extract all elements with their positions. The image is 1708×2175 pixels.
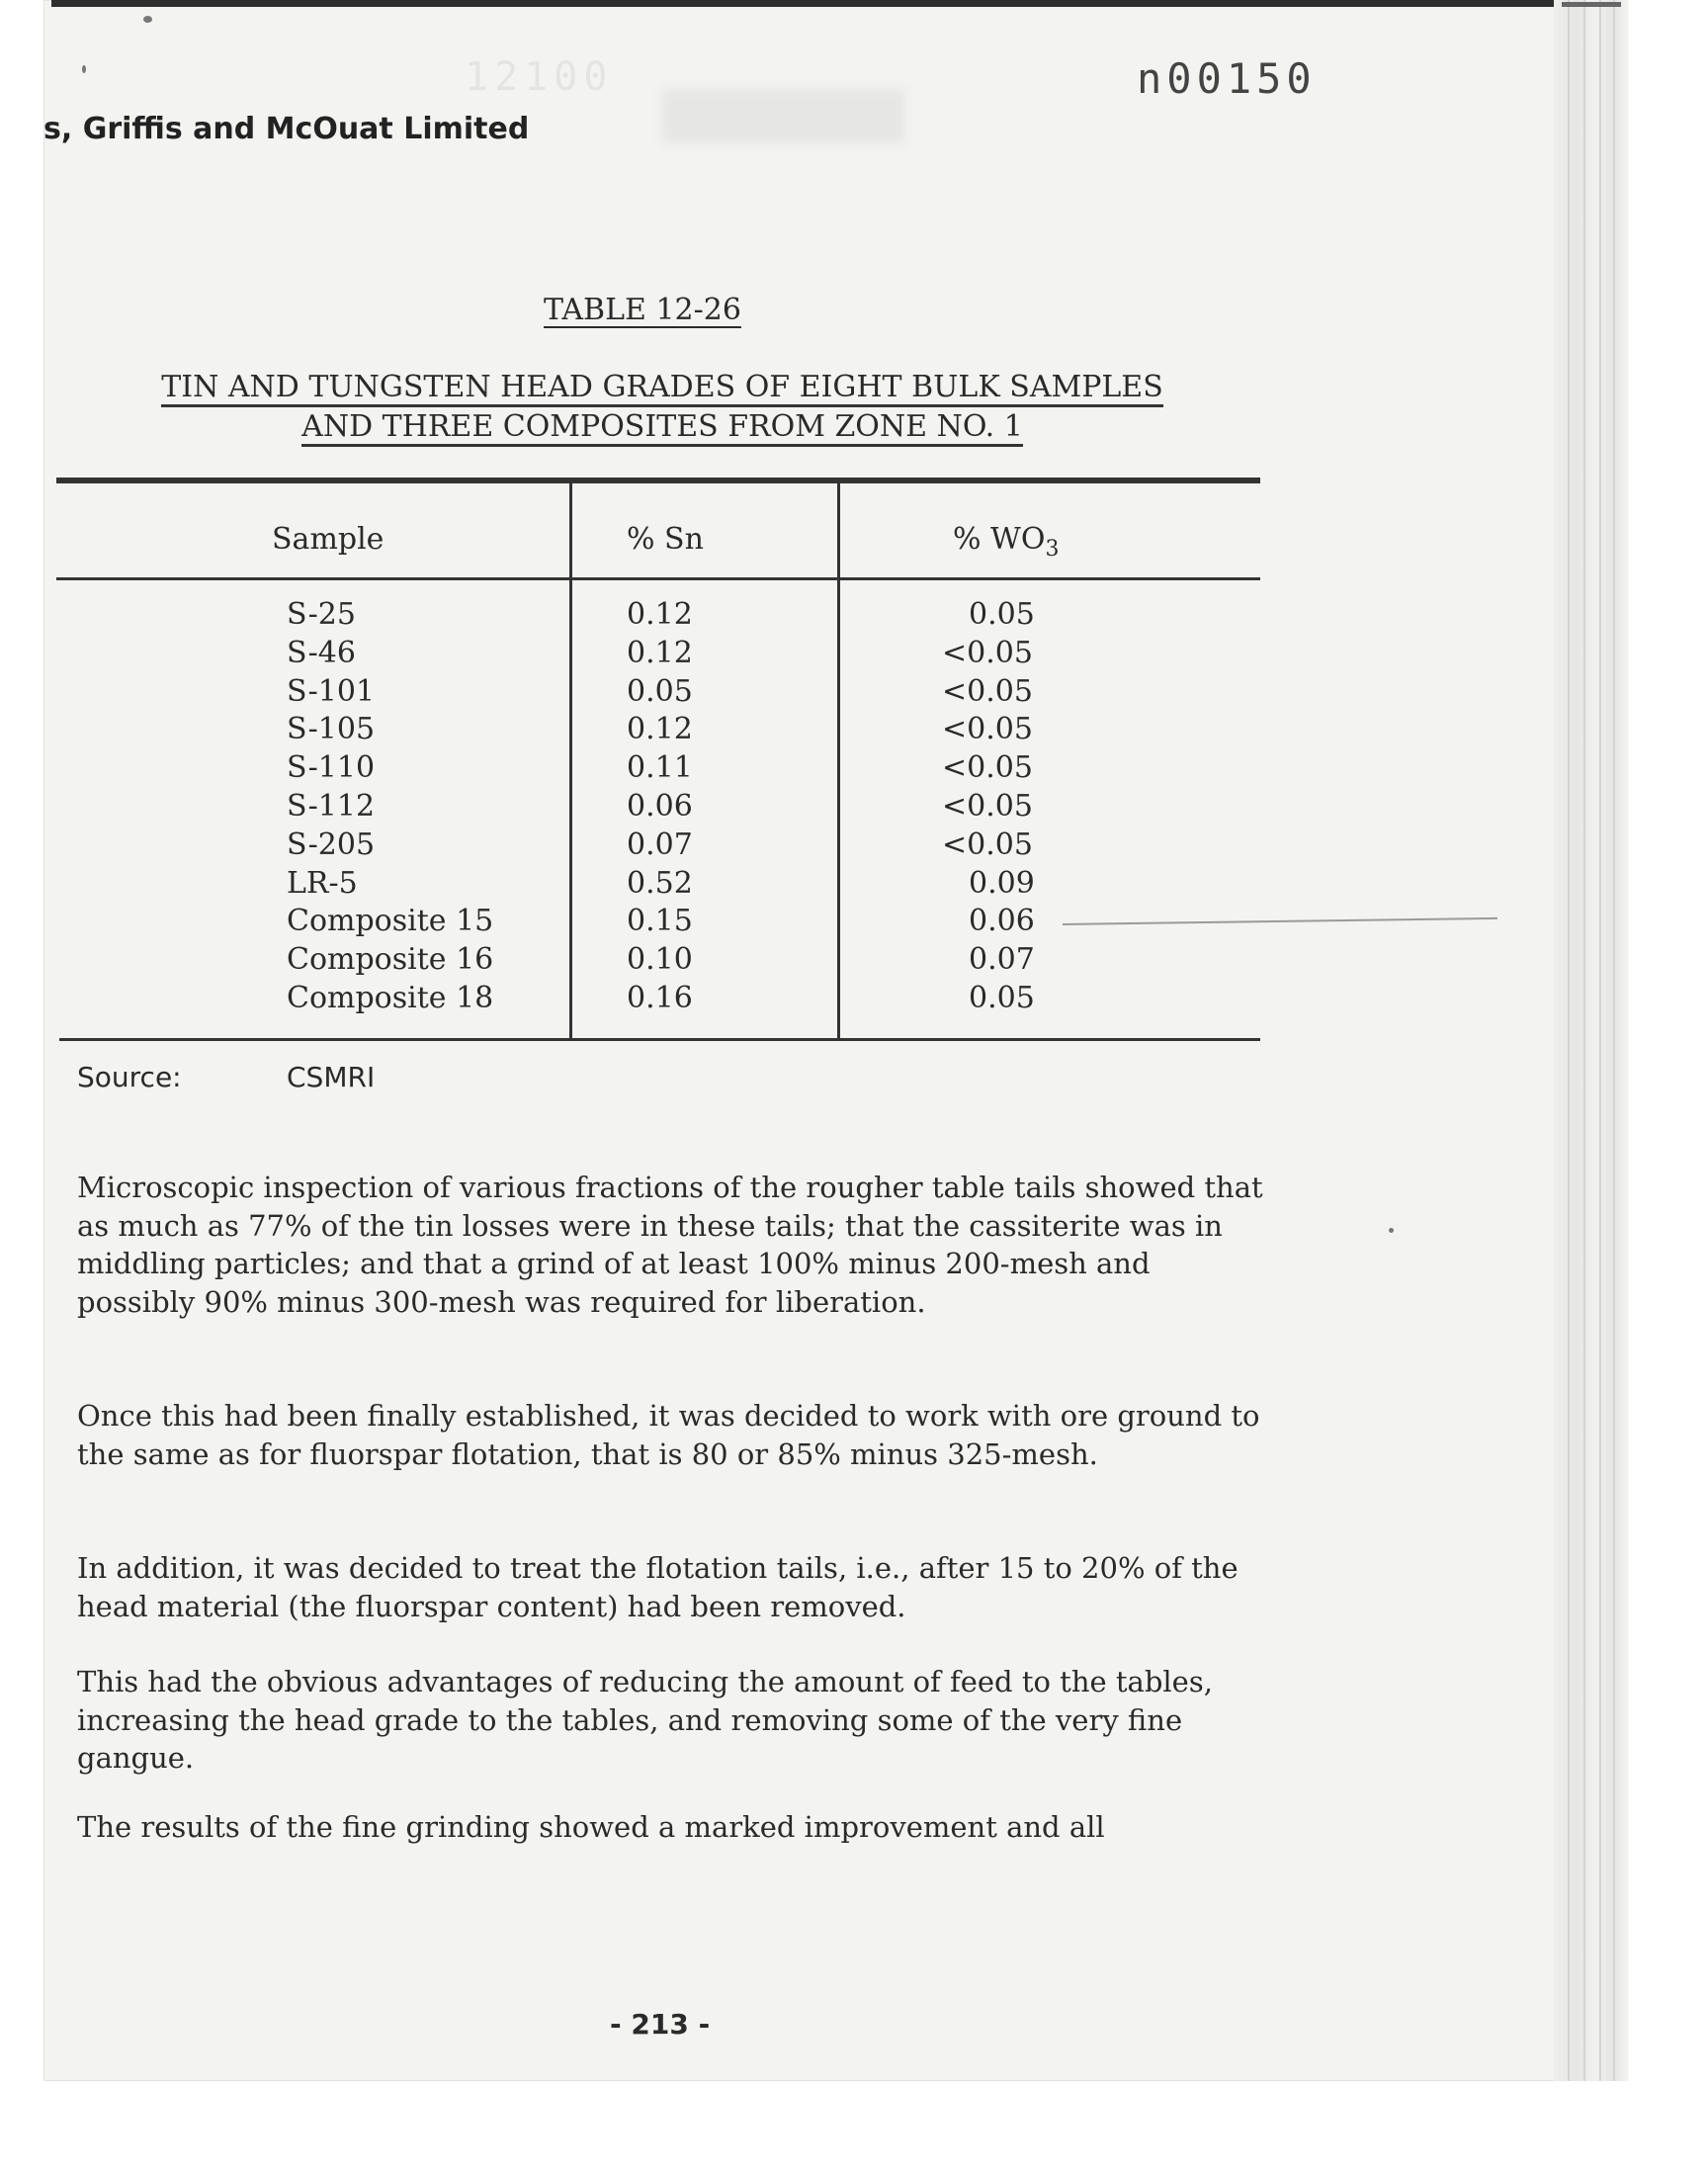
company-header: s, Griffis and McOuat Limited <box>43 112 530 146</box>
column-header-wo3-subscript: 3 <box>1045 537 1060 562</box>
cell-wo3: <0.05 <box>942 789 1033 824</box>
table-title-line-1: TIN AND TUNGSTEN HEAD GRADES OF EIGHT BULK SAMPLES <box>161 371 1163 407</box>
cell-wo3: <0.05 <box>942 827 1033 862</box>
column-header-wo3 <box>953 522 1059 562</box>
page-id: n00150 <box>1137 54 1317 103</box>
paragraph-advantages: This had the obvious advantages of reducing the amount of feed to the tables, increasing the head grade to the tables, and removing some of the very fine gangue. <box>77 1665 1213 1775</box>
table-number: TABLE 12-26 <box>544 293 741 327</box>
cell-sample: S-101 <box>287 674 376 709</box>
cell-sample: S-25 <box>287 597 356 632</box>
column-header-sample: Sample <box>272 522 384 557</box>
faded-stamp <box>662 89 904 143</box>
cell-sample: Composite 18 <box>287 981 494 1015</box>
cell-wo3: <0.05 <box>942 750 1033 785</box>
source-label: Source: <box>77 1061 182 1093</box>
cell-sn: 0.52 <box>627 866 693 901</box>
scan-speck <box>82 65 86 73</box>
cell-sample: S-110 <box>287 750 376 785</box>
table-title <box>89 368 1236 447</box>
cell-sample: Composite 16 <box>287 942 494 977</box>
table-title-line-2: AND THREE COMPOSITES FROM ZONE NO. 1 <box>301 410 1023 447</box>
cell-sample: S-205 <box>287 827 376 862</box>
table-top-rule <box>56 478 1260 483</box>
cell-wo3: 0.05 <box>969 981 1035 1015</box>
scan-speck <box>1389 1228 1394 1233</box>
cell-sn: 0.05 <box>627 674 693 709</box>
column-header-sn: % Sn <box>627 522 704 557</box>
cell-sample: Composite 15 <box>287 904 494 938</box>
cell-wo3: <0.05 <box>942 674 1033 709</box>
page-top-edge <box>51 0 1593 7</box>
table-column-divider-1 <box>569 483 572 1040</box>
cell-wo3: 0.05 <box>969 597 1035 632</box>
cell-wo3: <0.05 <box>942 636 1033 670</box>
cell-sample: S-112 <box>287 789 376 824</box>
cell-sn: 0.15 <box>627 904 693 938</box>
paragraph-flotation-tails: In addition, it was decided to treat the flotation tails, i.e., after 15 to 20% of the head material (the fluorspar content) had been removed. <box>77 1551 1238 1623</box>
cell-sn: 0.07 <box>627 827 693 862</box>
cell-sn: 0.16 <box>627 981 693 1015</box>
scan-speck <box>143 16 152 23</box>
cell-wo3: 0.07 <box>969 942 1035 977</box>
table-header-rule <box>56 577 1260 580</box>
faded-number: 12100 <box>465 54 614 100</box>
cell-sample: LR-5 <box>287 866 358 901</box>
column-header-wo3-prefix: % WO <box>953 522 1046 557</box>
cell-sn: 0.06 <box>627 789 693 824</box>
paragraph-results: The results of the fine grinding showed a marked improvement and all <box>77 1810 1105 1844</box>
table-column-divider-2 <box>837 483 840 1040</box>
corner-mark <box>1562 2 1621 7</box>
cell-sample: S-105 <box>287 712 376 746</box>
cell-sn: 0.12 <box>627 597 693 632</box>
cell-sample: S-46 <box>287 636 356 670</box>
cell-wo3: <0.05 <box>942 712 1033 746</box>
cell-sn: 0.11 <box>627 750 693 785</box>
cell-sn: 0.12 <box>627 636 693 670</box>
paragraph-grinding-decision: Once this had been finally established, it was decided to work with ore ground to the same as for fluorspar flotation, that is 80 or 85% minus 325-mesh. <box>77 1399 1260 1471</box>
cell-wo3: 0.09 <box>969 866 1035 901</box>
paragraph-microscopic-inspection: Microscopic inspection of various fractions of the rougher table tails showed that as much as 77% of the tin losses were in these tails; that the cassiterite was in middling particles; and that a grind of at least 100% minus 200-mesh and possibly 90% minus 300-mesh was required for liberation. <box>77 1171 1263 1319</box>
source-value: CSMRI <box>287 1061 376 1093</box>
cell-sn: 0.12 <box>627 712 693 746</box>
page-edge-strip <box>1554 0 1629 2081</box>
table-bottom-rule <box>59 1038 1260 1041</box>
page-number: - 213 - <box>610 2008 711 2041</box>
cell-wo3: 0.06 <box>969 904 1035 938</box>
cell-sn: 0.10 <box>627 942 693 977</box>
